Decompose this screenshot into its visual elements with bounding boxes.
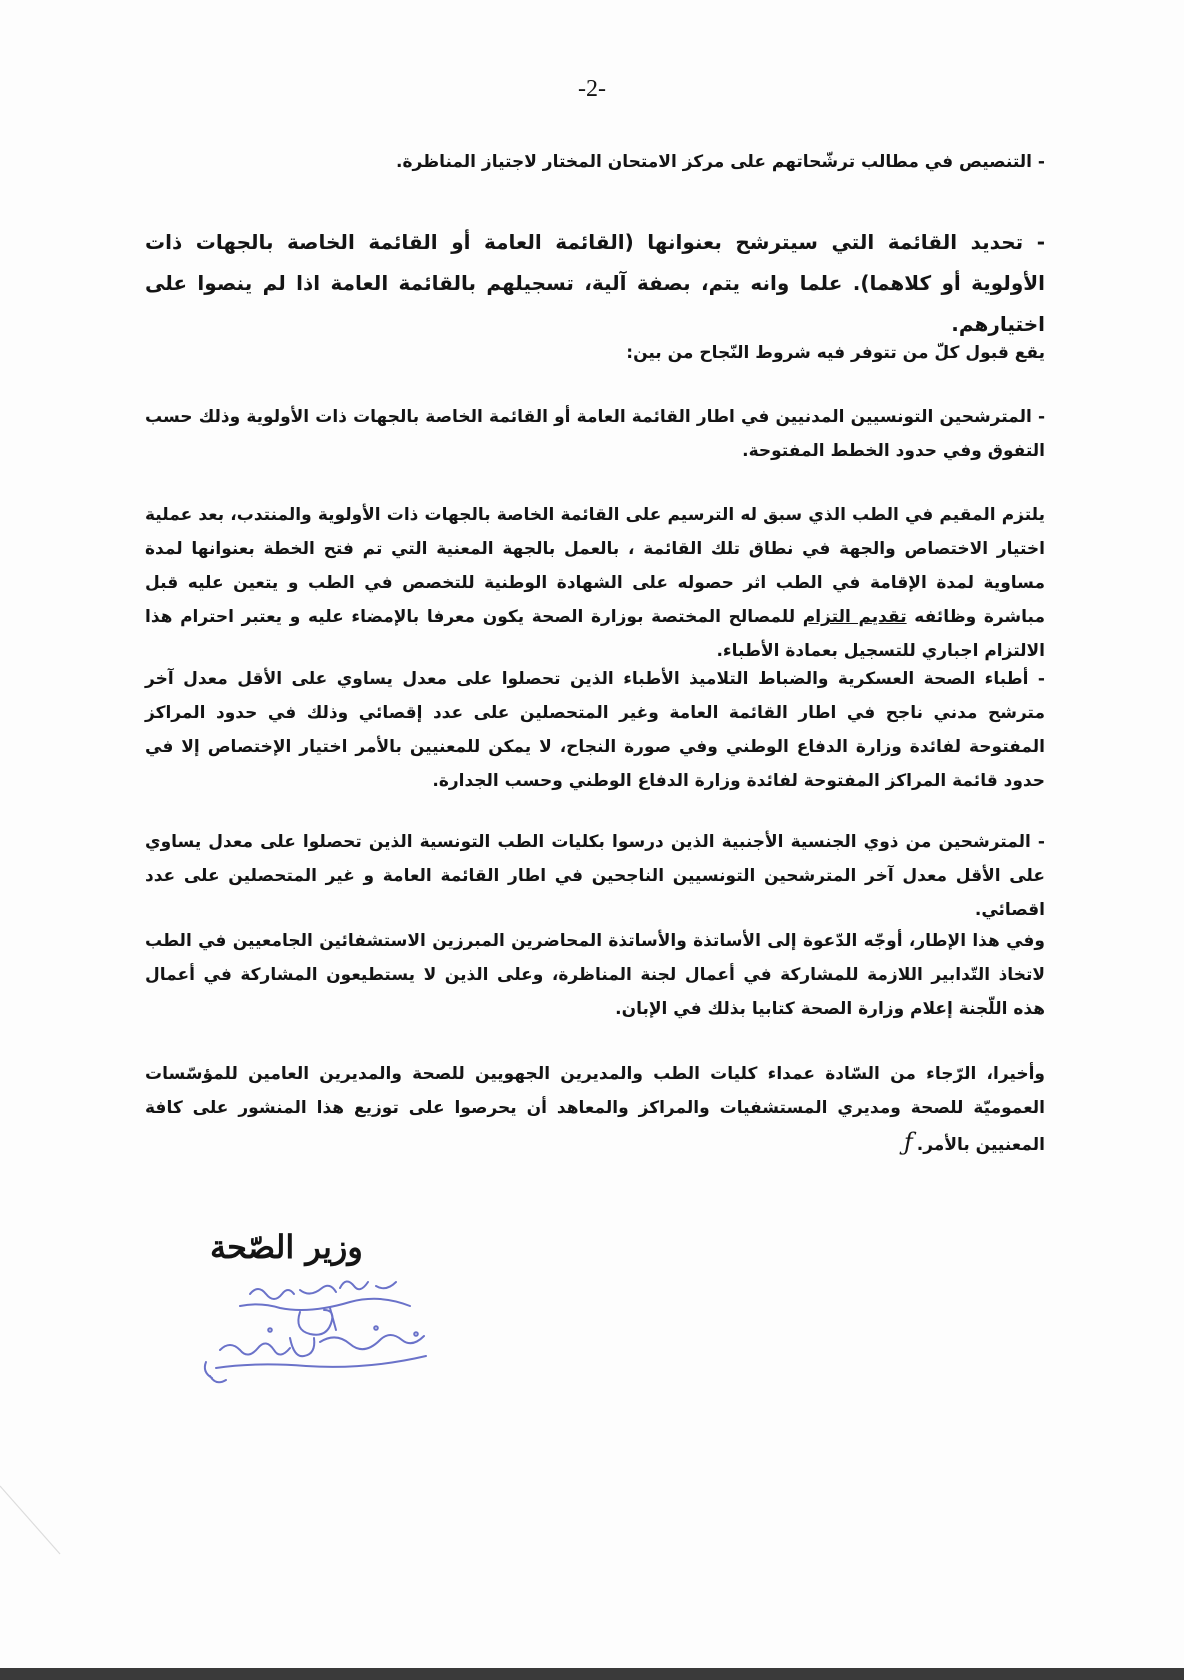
commitment-text-after: للمصالح المختصة بوزارة الصحة يكون معرفا بالإمضاء عليه و يعتبر احترام هذا الالتزام اجباري للتسجيل بعمادة الأطباء. [145, 607, 1045, 661]
commitment-text-before: يلتزم المقيم في الطب الذي سبق له الترسيم على القائمة الخاصة بالجهات ذات الأولوية والمنتدب، بعد عملية اختيار الاختصاص والجهة في نطاق تلك القائمة ، بالعمل بالجهة المعنية التي تم فتح الخطة بعنوانها لمدة مساوية لمدة الإقامة في الطب اثر حصوله على الشهادة الوطنية للتخصص في الطب و يتعين عليه قبل مباشرة وظائفه [145, 505, 1045, 627]
closing-text: وأخيرا، الرّجاء من السّادة عمداء كليات الطب والمديرين الجهويين للصحة والمديرين العامين للمؤسّسات العموميّة للصحة ومديري المستشفيات والمراكز والمعاهد أن يحرصوا على توزيع هذا المنشور على كافة المعنيين بالأمر. [145, 1064, 1045, 1155]
paragraph-list-choice: - تحديد القائمة التي سيترشح بعنوانها (القائمة العامة أو القائمة الخاصة بالجهات ذات الأولوية أو كلاهما). علما وانه يتم، بصفة آلية، تسجيلهم بالقائمة العامة اذا لم ينصوا على اختيارهم. [145, 230, 1045, 336]
paragraph-foreign-candidates: - المترشحين من ذوي الجنسية الأجنبية الذين درسوا بكليات الطب التونسية الذين تحصلوا على معدل يساوي على الأقل معدل آخر المترشحين التونسيين الناجحين في اطار القائمة العامة و غير المتحصلين على عدد اقصائي. [145, 832, 1045, 920]
handwritten-signature [180, 1272, 500, 1392]
paragraph-professors-invitation: وفي هذا الإطار، أوجّه الدّعوة إلى الأساتذة والأساتذة المحاضرين المبرزين الاستشفائين الجامعيين في الطب لاتخاذ التّدابير اللازمة للمشاركة في أعمال لجنة المناظرة، وعلى الذين لا يستطيعون المشاركة في أعمال هذه اللّجنة إعلام وزارة الصحة كتابيا بذلك في الإبان. [145, 931, 1045, 1019]
signature-block [180, 1228, 500, 1398]
page-number: -2- [578, 76, 606, 102]
handwritten-initial-mark: ƒ [903, 1128, 913, 1156]
paragraph-acceptance-intro: يقع قبول كلّ من تتوفر فيه شروط النّجاح من بين: [626, 343, 1045, 363]
scan-bottom-edge [0, 1668, 1184, 1680]
paragraph-exam-center: - التنصيص في مطالب ترشّحاتهم على مركز الامتحان المختار لاجتياز المناظرة. [396, 152, 1045, 172]
paragraph-civil-candidates: - المترشحين التونسيين المدنيين في اطار القائمة العامة أو القائمة الخاصة بالجهات ذات الأولوية وذلك حسب التفوق وفي حدود الخطط المفتوحة. [145, 407, 1045, 461]
paragraph-closing [145, 1057, 1045, 1162]
scan-edge-mark [0, 1480, 80, 1560]
paragraph-resident-commitment [145, 498, 1045, 668]
signature-title: وزير الصّحة [210, 1228, 363, 1266]
paragraph-military-doctors: - أطباء الصحة العسكرية والضباط التلاميذ الأطباء الذين تحصلوا على معدل يساوي على الأقل معدل آخر مترشح مدني ناجح في اطار القائمة العامة وغير المتحصلين على عدد إقصائي وذلك في حدود المراكز المفتوحة لفائدة وزارة الدفاع الوطني وفي صورة النجاح، لا يمكن للمعنيين بالأمر اختيار الإختصاص إلا في حدود قائمة المراكز المفتوحة لفائدة وزارة الدفاع الوطني وحسب الجدارة. [145, 669, 1045, 791]
commitment-underlined-text: تقديم التزام [802, 607, 907, 627]
